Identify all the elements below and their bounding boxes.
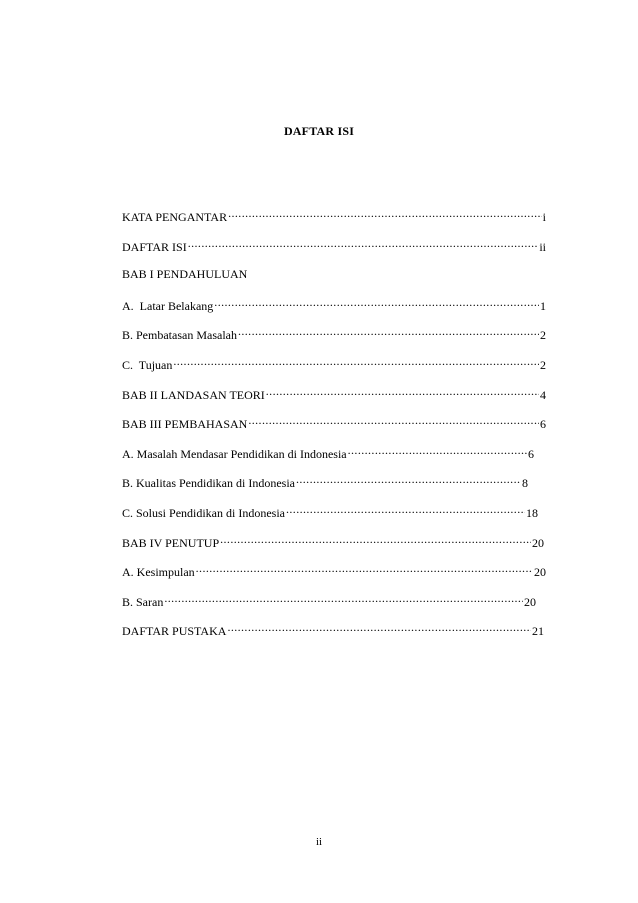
toc-entry-pembatasan-masalah [122,325,546,355]
toc-entry-page: 20 [524,594,536,609]
toc-entry-page: 20 [532,535,544,550]
toc-dot-leader [228,207,542,221]
toc-entry-page: ii [539,239,546,254]
toc-dot-leader [173,355,539,369]
toc-entry-label: B. Kualitas Pendidikan di Indonesia [122,476,295,491]
toc-entry-label: C. Tujuan [122,357,173,372]
toc-entry-tujuan [122,355,546,385]
toc-dot-leader [238,325,539,339]
table-of-contents [122,207,546,651]
toc-entry-label: BAB IV PENUTUP [122,535,220,550]
toc-entry-label: BAB II LANDASAN TEORI [122,387,265,402]
toc-entry-label: DAFTAR PUSTAKA [122,624,227,639]
toc-dot-leader [188,237,539,251]
toc-entry-page: 2 [540,328,546,343]
toc-entry-label: B. Pembatasan Masalah [122,328,237,343]
toc-entry-solusi-pendidikan [122,503,538,533]
toc-entry-page: 20 [534,565,546,580]
toc-entry-page: 6 [528,446,534,461]
toc-entry-label: KATA PENGANTAR [122,210,228,224]
toc-dot-leader [296,473,521,487]
toc-dot-leader [220,533,531,547]
toc-dot-leader [164,592,523,606]
toc-dot-leader [214,296,539,310]
toc-entry-label: BAB III PEMBAHASAN [122,417,248,432]
toc-entry-daftar-isi [122,237,546,267]
toc-entry-page: 18 [526,505,538,520]
toc-entry-page: i [542,210,546,224]
page-title: DAFTAR ISI [283,124,355,138]
toc-entry-label: A. Latar Belakang [122,298,214,313]
toc-dot-leader [196,562,533,576]
toc-entry-kata-pengantar [122,207,546,237]
toc-entry-bab-iv [122,533,544,563]
toc-entry-label: C. Solusi Pendidikan di Indonesia [122,505,285,520]
toc-entry-label: BAB I PENDAHULUAN [122,267,248,282]
toc-entry-kualitas-pendidikan [122,473,528,503]
toc-entry-bab-ii [122,385,546,415]
toc-entry-latar-belakang [122,296,546,326]
toc-entry-page: 4 [540,387,546,402]
toc-dot-leader [248,414,539,428]
toc-entry-page: 6 [540,417,546,432]
toc-entry-page: 21 [532,624,544,639]
toc-entry-label: DAFTAR ISI [122,239,187,254]
toc-entry-label: B. Saran [122,594,164,609]
toc-entry-bab-i [122,266,546,296]
toc-entry-daftar-pustaka [122,621,544,651]
toc-dot-leader [227,621,531,635]
toc-entry-page: 1 [540,298,546,313]
toc-dot-leader [266,385,539,399]
toc-entry-page: 8 [522,476,528,491]
toc-entry-bab-iii [122,414,546,444]
toc-entry-masalah-mendasar [122,444,534,474]
toc-dot-leader [286,503,525,517]
toc-entry-page: 2 [540,357,546,372]
page-number: ii [315,836,323,848]
toc-entry-label: A. Masalah Mendasar Pendidikan di Indonesia [122,446,347,461]
toc-entry-saran [122,592,536,622]
toc-dot-leader [348,444,527,458]
toc-entry-kesimpulan [122,562,546,592]
toc-entry-label: A. Kesimpulan [122,565,195,580]
